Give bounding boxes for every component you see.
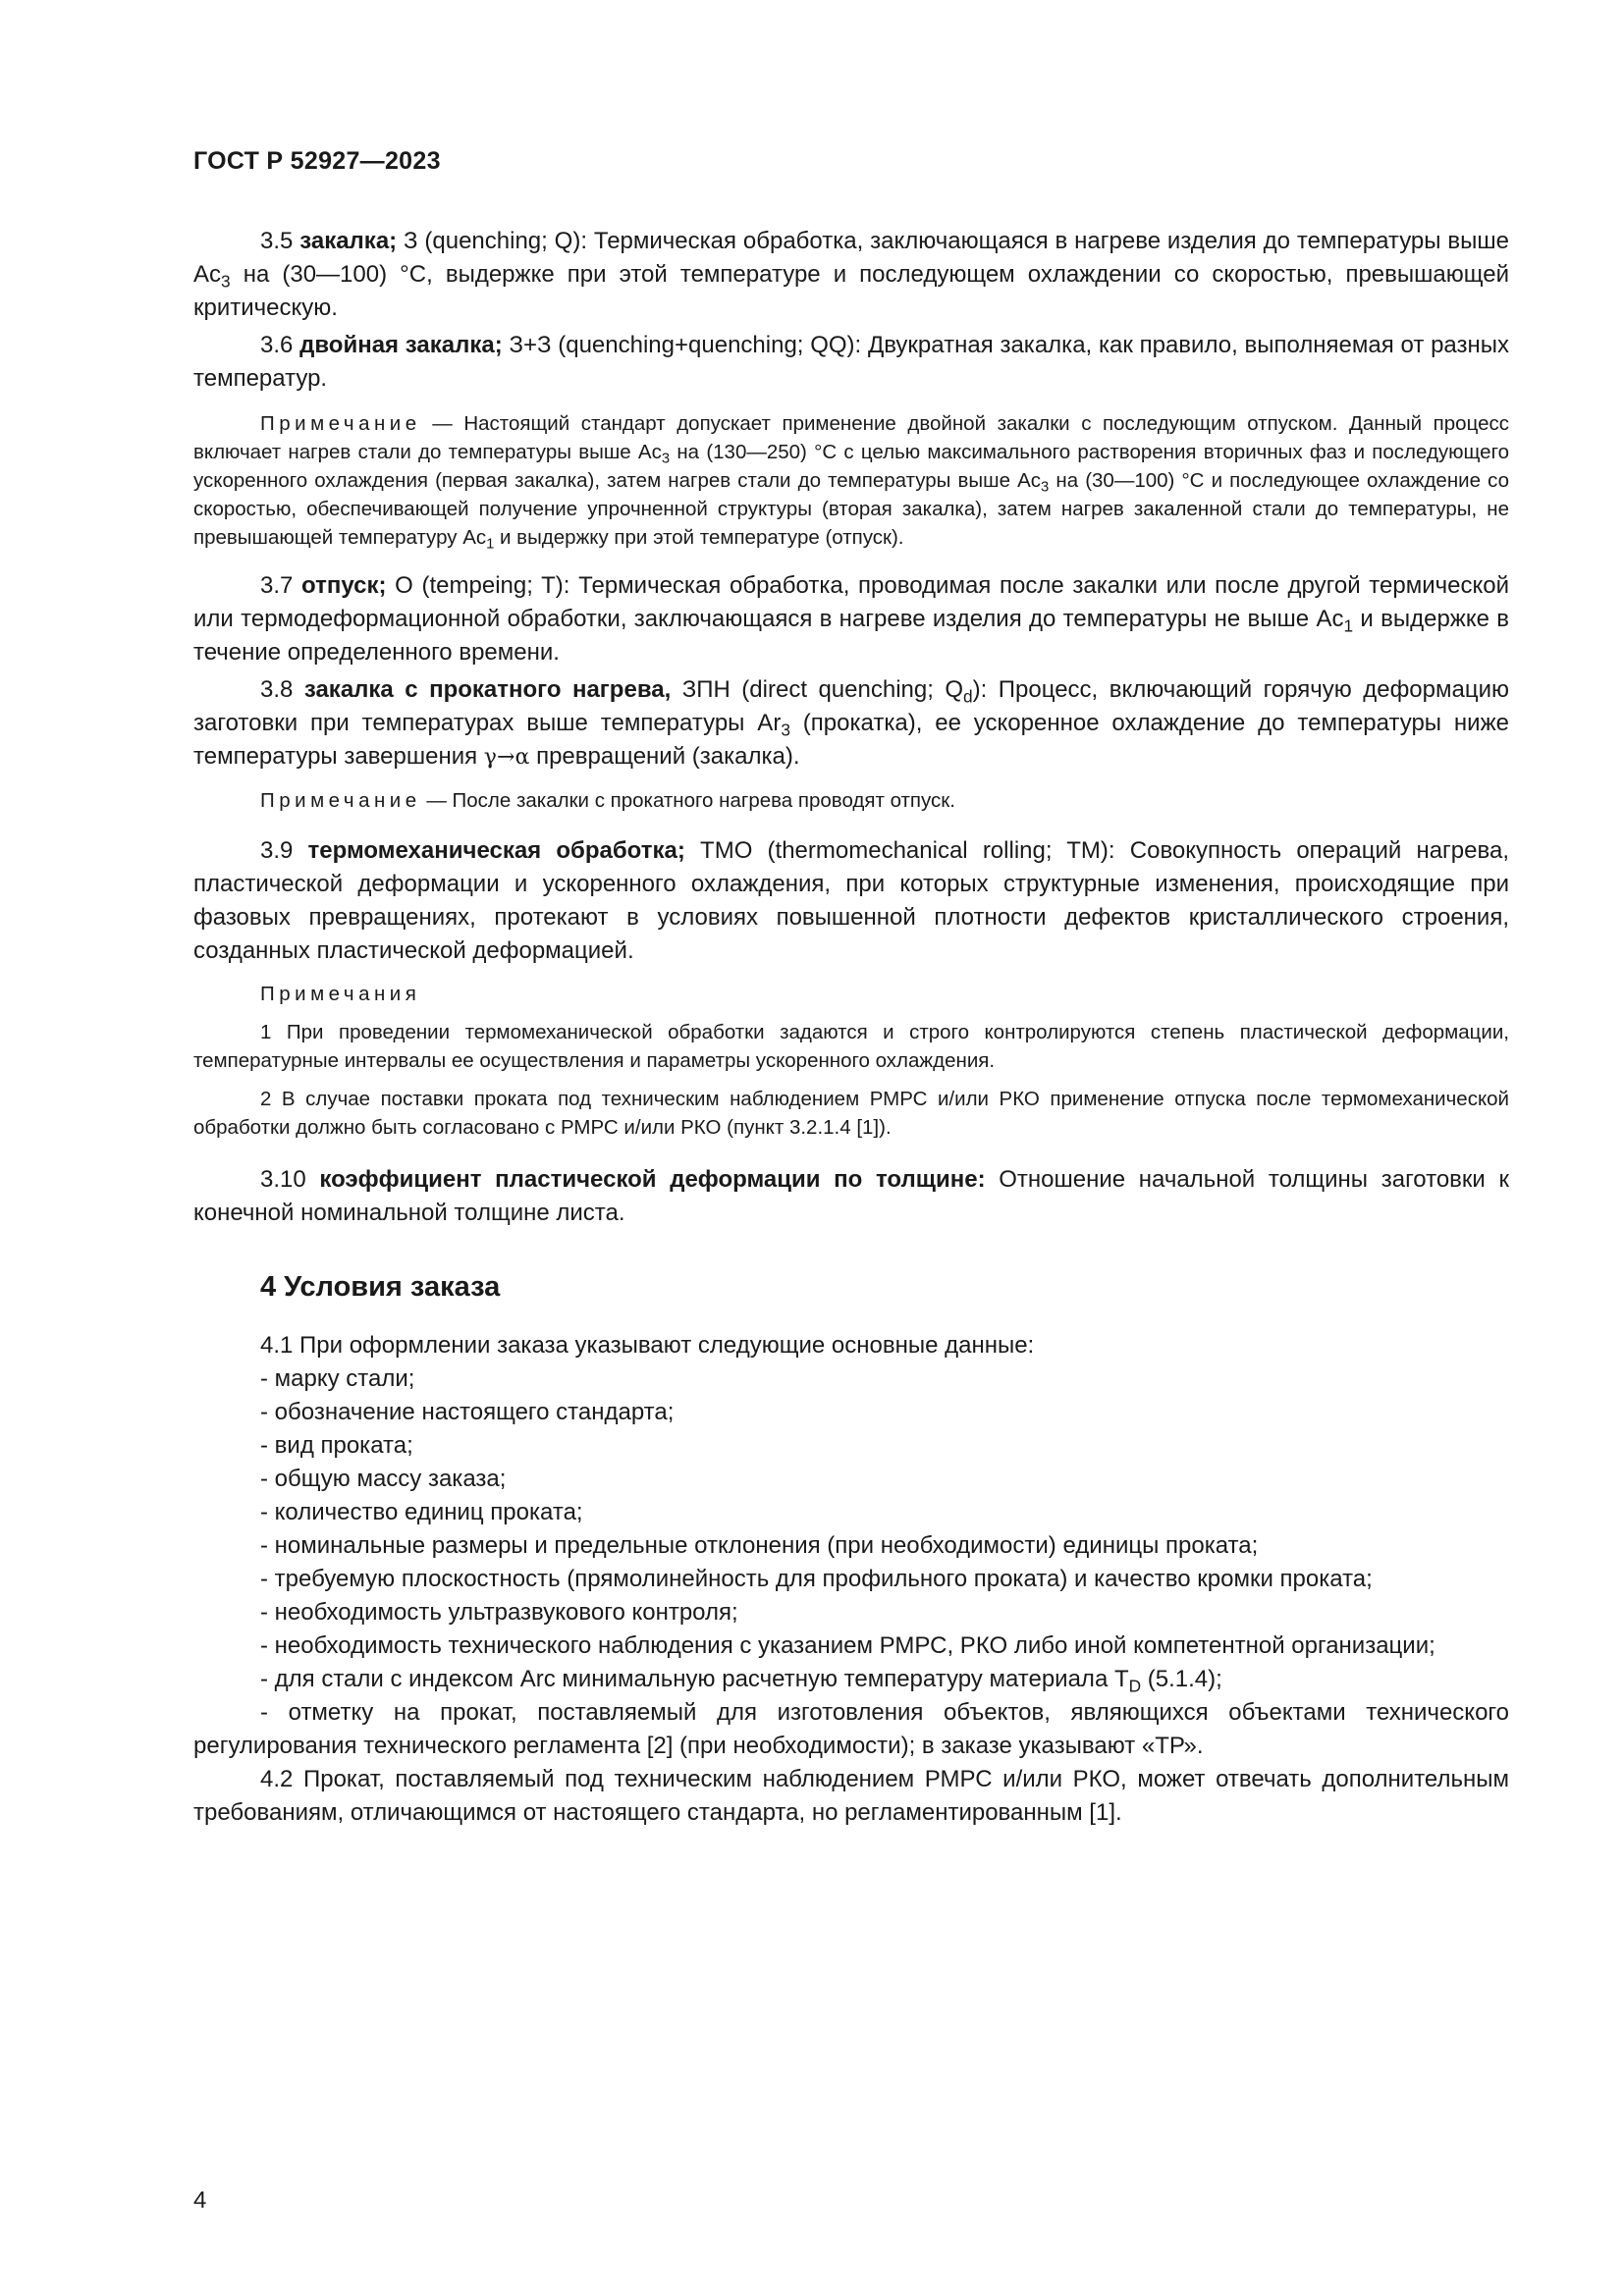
list-item: - количество единиц проката; xyxy=(260,1499,583,1525)
term: закалка; xyxy=(299,228,398,254)
definition-3-10 xyxy=(193,1163,1509,1230)
clause-number: 3.9 xyxy=(260,837,308,864)
document-header: ГОСТ Р 52927—2023 xyxy=(193,147,441,175)
note-3-8 xyxy=(193,786,1509,815)
subscript: 3 xyxy=(781,720,790,740)
note-text: на (30—100) °С и последующее охлаждение со скоростью, обеспечивающей получение упрочненной структуры (вторая закалка), затем нагрев закаленной стали до температуры, не превышающей температуру Ac xyxy=(193,469,1510,549)
term: отпуск; xyxy=(301,572,387,599)
clause-number: 3.7 xyxy=(260,572,302,599)
notes-heading xyxy=(193,980,1509,1008)
definition-3-7 xyxy=(193,569,1509,669)
definition-text: О (tempeing; T): Термическая обработка, проводимая после закалки или после другой термической или термодеформационной обработки, заключающаяся в нагреве изделия до температуры не выше Ac xyxy=(193,572,1509,632)
list-item: - необходимость технического наблюдения с указанием РМРС, РКО либо иной компетентной организации; xyxy=(260,1632,1435,1659)
note-item-2: 2 В случае поставки проката под техническим наблюдением РМРС и/или РКО применение отпуска после термомеханической обработки должно быть согласовано с РМРС и/или РКО (пункт 3.2.1.4 [1]). xyxy=(193,1088,1509,1139)
list-item-text: - для стали с индексом Arc минимальную расчетную температуру материала T xyxy=(260,1666,1129,1692)
list-item-text: (5.1.4); xyxy=(1141,1666,1222,1692)
note-text: — Настоящий стандарт допускает применение двойной закалки с последующим отпуском. Данный процесс включает нагрев стали до температуры выше Ac xyxy=(193,412,1509,463)
definition-text: З+З (quenching+quenching; QQ): Двукратная закалка, как правило, выполняемая от разных температур. xyxy=(193,332,1509,392)
definition-text: на (30—100) °С, выдержке при этой температуре и последующем охлаждении со скоростью, превышающей критическую. xyxy=(193,261,1509,321)
subscript: 1 xyxy=(1343,615,1354,636)
transformation-symbol: γ→α xyxy=(483,745,530,770)
list-item: - номинальные размеры и предельные отклонения (при необходимости) единицы проката; xyxy=(260,1532,1259,1559)
definition-3-5 xyxy=(193,225,1509,325)
note-text: — После закалки с прокатного нагрева проводят отпуск. xyxy=(420,789,955,812)
notes-label: Примечания xyxy=(260,983,421,1005)
definition-text: ЗПН (direct quenching; Q xyxy=(671,676,964,703)
note-label: Примечание xyxy=(260,789,421,812)
note-text: и выдержку при этой температуре (отпуск). xyxy=(494,526,904,549)
clause-number: 3.10 xyxy=(260,1166,320,1193)
definition-3-9 xyxy=(193,834,1509,968)
subscript: 3 xyxy=(661,451,671,467)
list-item: - марку стали; xyxy=(260,1365,415,1392)
definition-text: превращений (закалка). xyxy=(529,743,800,770)
note-text: на (130—250) °С с целью максимального растворения вторичных фаз и последующего ускоренного охлаждения (первая закалка), затем нагрев стали до температуры выше Ac xyxy=(193,441,1509,492)
note-label: Примечание xyxy=(260,412,421,435)
term: закалка с прокатного нагрева, xyxy=(303,676,672,703)
list-item: - требуемую плоскостность (прямолинейность для профильного проката) и качество кромки проката; xyxy=(260,1566,1373,1592)
term: двойная закалка; xyxy=(299,332,503,358)
term: термомеханическая обработка; xyxy=(307,837,685,864)
subscript: 1 xyxy=(486,536,495,553)
subscript: D xyxy=(1128,1676,1142,1696)
subscript: 3 xyxy=(1041,479,1050,496)
definition-text: З (quenching; Q): Термическая обработка, заключающаяся в нагреве изделия до температуры выше Ac xyxy=(193,228,1509,288)
paragraph-4-1: 4.1 При оформлении заказа указывают следующие основные данные: xyxy=(260,1332,1035,1359)
section-heading: 4 Условия заказа xyxy=(260,1271,501,1303)
subscript: 3 xyxy=(221,271,231,292)
list-item: - необходимость ультразвукового контроля; xyxy=(260,1599,738,1626)
page-number: 4 xyxy=(193,2187,207,2214)
clause-number: 3.6 xyxy=(260,332,300,358)
note-3-6 xyxy=(193,409,1509,552)
subscript: d xyxy=(963,686,973,707)
definition-text: ТМО (thermomechanical rolling; TM): Совокупность операций нагрева, пластической деформации и ускоренного охлаждения, при которых структурные изменения, происходящие при фазовых превращениях, протекают в условиях повышенной плотности дефектов кристаллического строения, созданных пластической деформацией. xyxy=(193,837,1509,964)
clause-number: 3.5 xyxy=(260,228,300,254)
definition-text: Отношение начальной толщины заготовки к конечной номинальной толщине листа. xyxy=(193,1166,1509,1226)
note-item-1: 1 При проведении термомеханической обработки задаются и строго контролируются степень пластической деформации, температурные интервалы ее осуществления и параметры ускоренного охлаждения. xyxy=(193,1021,1509,1072)
list-item: - обозначение настоящего стандарта; xyxy=(260,1399,675,1425)
definition-text: (прокатка), ее ускоренное охлаждение до температуры ниже температуры завершения xyxy=(193,710,1509,770)
definition-3-8 xyxy=(193,673,1509,774)
definition-text: и выдержке в течение определенного времени. xyxy=(193,606,1510,666)
document-page xyxy=(193,147,1509,1830)
paragraph-4-2: 4.2 Прокат, поставляемый под техническим наблюдением РМРС и/или РКО, может отвечать дополнительным требованиям, отличающимся от настоящего стандарта, но регламентированным [1]. xyxy=(193,1766,1509,1826)
list-item-td xyxy=(193,1663,1509,1696)
term: коэффициент пластической деформации по толщине: xyxy=(319,1166,986,1193)
definition-text: ): Процесс, включающий горячую деформацию заготовки при температурах выше температуры Ar xyxy=(193,676,1510,736)
clause-number: 3.8 xyxy=(260,676,304,703)
list-item: - вид проката; xyxy=(260,1432,413,1459)
definition-3-6 xyxy=(193,329,1509,396)
list-item: - общую массу заказа; xyxy=(260,1466,507,1492)
list-item-tr: - отметку на прокат, поставляемый для изготовления объектов, являющихся объектами технического регулирования технического регламента [2] (при необходимости); в заказе указывают «ТР». xyxy=(193,1699,1509,1759)
